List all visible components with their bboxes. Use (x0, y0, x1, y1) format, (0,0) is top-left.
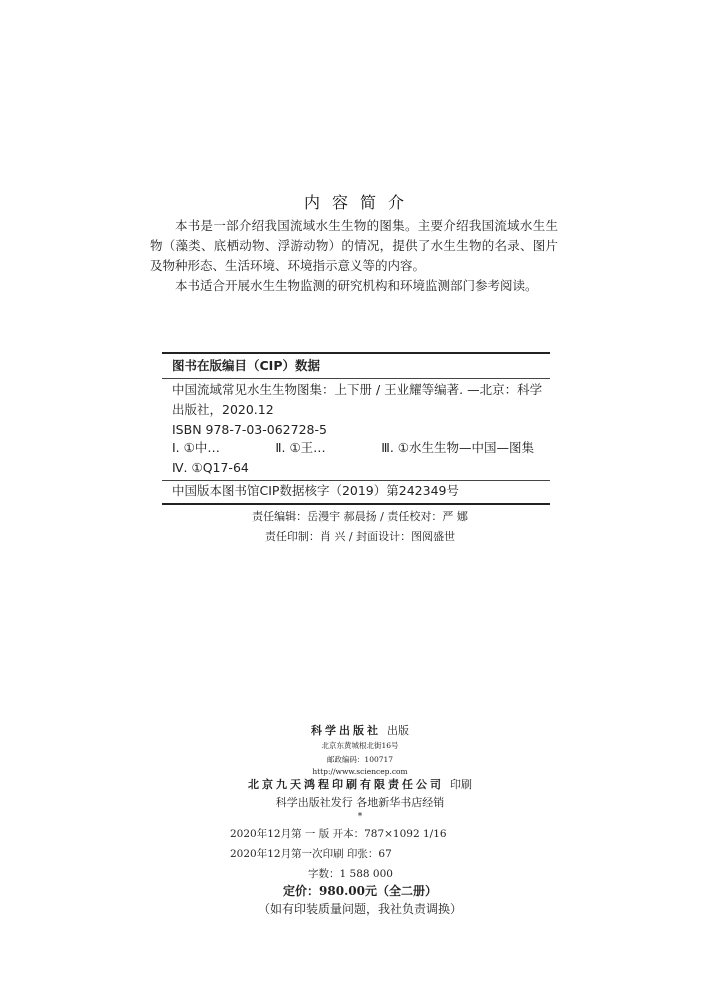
publisher-name: 科学出版社 (311, 724, 381, 737)
edition-line: 2020年12月第 一 版 开本：787×1092 1/16 (230, 828, 447, 840)
credits-line-1: 责任编辑：岳漫宇 郝晨扬 / 责任校对：严 娜 (252, 510, 468, 523)
cip-top-rule (162, 352, 550, 354)
publisher-address: 北京东黄城根北街16号 (321, 741, 399, 750)
cip-record: 中国版本图书馆CIP数据核字（2019）第242349号 (172, 483, 459, 498)
intro-paragraph-2: 本书适合开展水生生物监测的研究机构和环境监测部门参考阅读。 (175, 278, 538, 293)
credits-line-2: 责任印制：肖 兴 / 封面设计：图阅盛世 (264, 530, 456, 543)
intro-title: 内容简介 (303, 193, 416, 212)
publisher-postcode: 邮政编码：100717 (326, 755, 394, 764)
cip-class-4: Ⅳ. ①Q17-64 (172, 460, 249, 475)
separator-star: * (357, 812, 363, 822)
publisher-website: http://www.sciencep.com (312, 767, 408, 776)
cip-isbn: ISBN 978-7-03-062728-5 (172, 422, 327, 437)
cip-heading: 图书在版编目（CIP）数据 (172, 358, 320, 373)
publisher-role: 出版 (387, 724, 409, 737)
word-count: 字数：1 588 000 (308, 868, 393, 880)
distribution: 科学出版社发行 各地新华书店经销 (275, 796, 445, 809)
cip-class-2: Ⅱ. ①王… (275, 440, 326, 455)
cip-class-3: Ⅲ. ①水生生物—中国—图集 (381, 440, 534, 455)
intro-paragraph-1: 本书是一部介绍我国流域水生生物的图集。主要介绍我国流域水生生物（藻类、底栖动物、浮游动物）的情况，提供了水生生物的名录、图片及物种形态、生活环境、环境指示意义等的内容。 (150, 218, 558, 273)
cip-classification (172, 438, 546, 458)
intro-body (150, 216, 558, 296)
quality-notice: （如有印装质量问题，我社负责调换） (257, 902, 462, 916)
price: 定价：980.00元（全二册） (283, 884, 437, 898)
printer-name: 北京九天鸿程印刷有限责任公司 (248, 778, 444, 791)
printing-line: 2020年12月第一次印刷 印张：67 (230, 848, 392, 860)
cip-bottom-rule (162, 503, 550, 505)
cip-title-line-1: 中国流域常见水生生物图集：上下册 / 王业耀等编著. —北京：科学 (172, 382, 543, 397)
cip-class-1: Ⅰ. ①中… (172, 440, 220, 455)
printer-role: 印刷 (450, 778, 472, 791)
cip-title-line-2: 出版社，2020.12 (172, 402, 274, 417)
cip-heading-rule (162, 378, 550, 379)
publisher-line (0, 724, 720, 739)
printer-line (0, 778, 720, 793)
